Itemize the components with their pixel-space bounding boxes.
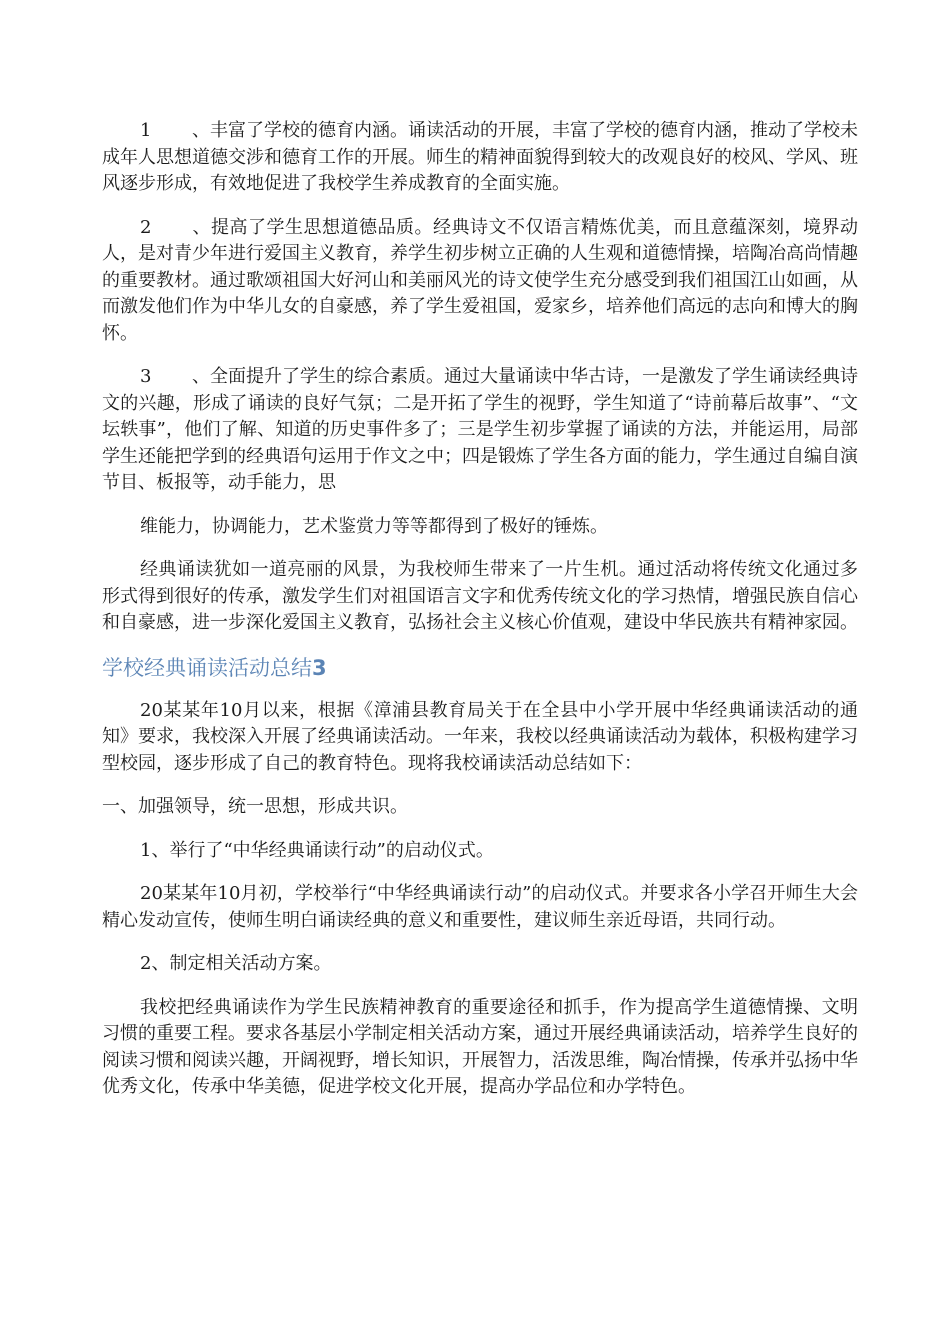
- point-number: 3: [140, 366, 152, 387]
- point-text: 、提高了学生思想道德品质。经典诗文不仅语言精炼优美，而且意蕴深刻，境界动人，是对青少年进行爱国主义教育，养学生初步树立正确的人生观和道德情操，培陶冶高尚情趣的重要教材。通过歌颂祖国大好河山和美丽风光的诗文使学生充分感受到我们祖国江山如画，从而激发他们作为中华儿女的自豪感，养了学生爱祖国，爱家乡，培养他们高远的志向和博大的胸怀。: [102, 216, 858, 344]
- item-2-title: 2、制定相关活动方案。: [140, 953, 332, 974]
- point-text: 、丰富了学校的德育内涵。诵读活动的开展，丰富了学校的德育内涵，推动了学校未成年人思想道德交涉和德育工作的开展。师生的精神面貌得到较大的改观良好的校风、学风、班风逐步形成，有效地促进了我校学生养成教育的全面实施。: [102, 120, 858, 194]
- paragraph-continuation: 维能力，协调能力，艺术鉴赏力等等都得到了极好的锤炼。: [140, 515, 608, 537]
- section-heading-number: 3: [312, 655, 327, 680]
- paragraph-point-1: [102, 118, 858, 198]
- subheading-1: 一、加强领导，统一思想，形成共识。: [102, 796, 408, 817]
- section-heading: [102, 654, 858, 682]
- item-1-text: 20某某年10月初，学校举行“中华经典诵读行动”的启动仪式。并要求各小学召开师生大会精心发动宣传，使师生明白诵读经典的意义和重要性，建议师生亲近母语，共同行动。: [102, 883, 858, 931]
- item-1-title: 1、举行了“中华经典诵读行动”的启动仪式。: [140, 839, 494, 861]
- paragraph-point-3: [102, 364, 858, 497]
- section-heading-text: 学校经典诵读活动总结: [102, 655, 312, 680]
- point-number: 2: [140, 216, 152, 238]
- point-number: 1: [140, 120, 152, 141]
- document-page: [102, 118, 858, 1118]
- paragraph-intro: 20某某年10月以来，根据《漳浦县教育局关于在全县中小学开展中华经典诵读活动的通知》要求，我校深入开展了经典诵读活动。一年来，我校以经典诵读活动为载体，积极构建学习型校园，逐步形成了自己的教育特色。现将我校诵读活动总结如下：: [102, 699, 858, 774]
- paragraph-conclusion: 经典诵读犹如一道亮丽的风景，为我校师生带来了一片生机。通过活动将传统文化通过多形式得到很好的传承，激发学生们对祖国语言文字和优秀传统文化的学习热情，增强民族自信心和自豪感，进一步深化爱国主义教育，弘扬社会主义核心价值观，建设中华民族共有精神家园。: [102, 559, 858, 633]
- paragraph-point-2: [102, 215, 858, 348]
- item-2-text: 我校把经典诵读作为学生民族精神教育的重要途径和抓手，作为提高学生道德情操、文明习惯的重要工程。要求各基层小学制定相关活动方案，通过开展经典诵读活动，培养学生良好的阅读习惯和阅读兴趣，开阔视野，增长知识，开展智力，活泼思维，陶冶情操，传承并弘扬中华优秀文化，传承中华美德，促进学校文化开展，提高办学品位和办学特色。: [102, 996, 858, 1097]
- point-text: 、全面提升了学生的综合素质。通过大量诵读中华古诗，一是激发了学生诵读经典诗文的兴趣，形成了诵读的良好气氛；二是开拓了学生的视野，学生知道了“诗前幕后故事”、“文坛轶事”，他们了解、知道的历史事件多了；三是学生初步掌握了诵读的方法，并能运用，局部学生还能把学到的经典语句运用于作文之中；四是锻炼了学生各方面的能力，学生通过自编自演节目、板报等，动手能力，思: [102, 366, 858, 493]
